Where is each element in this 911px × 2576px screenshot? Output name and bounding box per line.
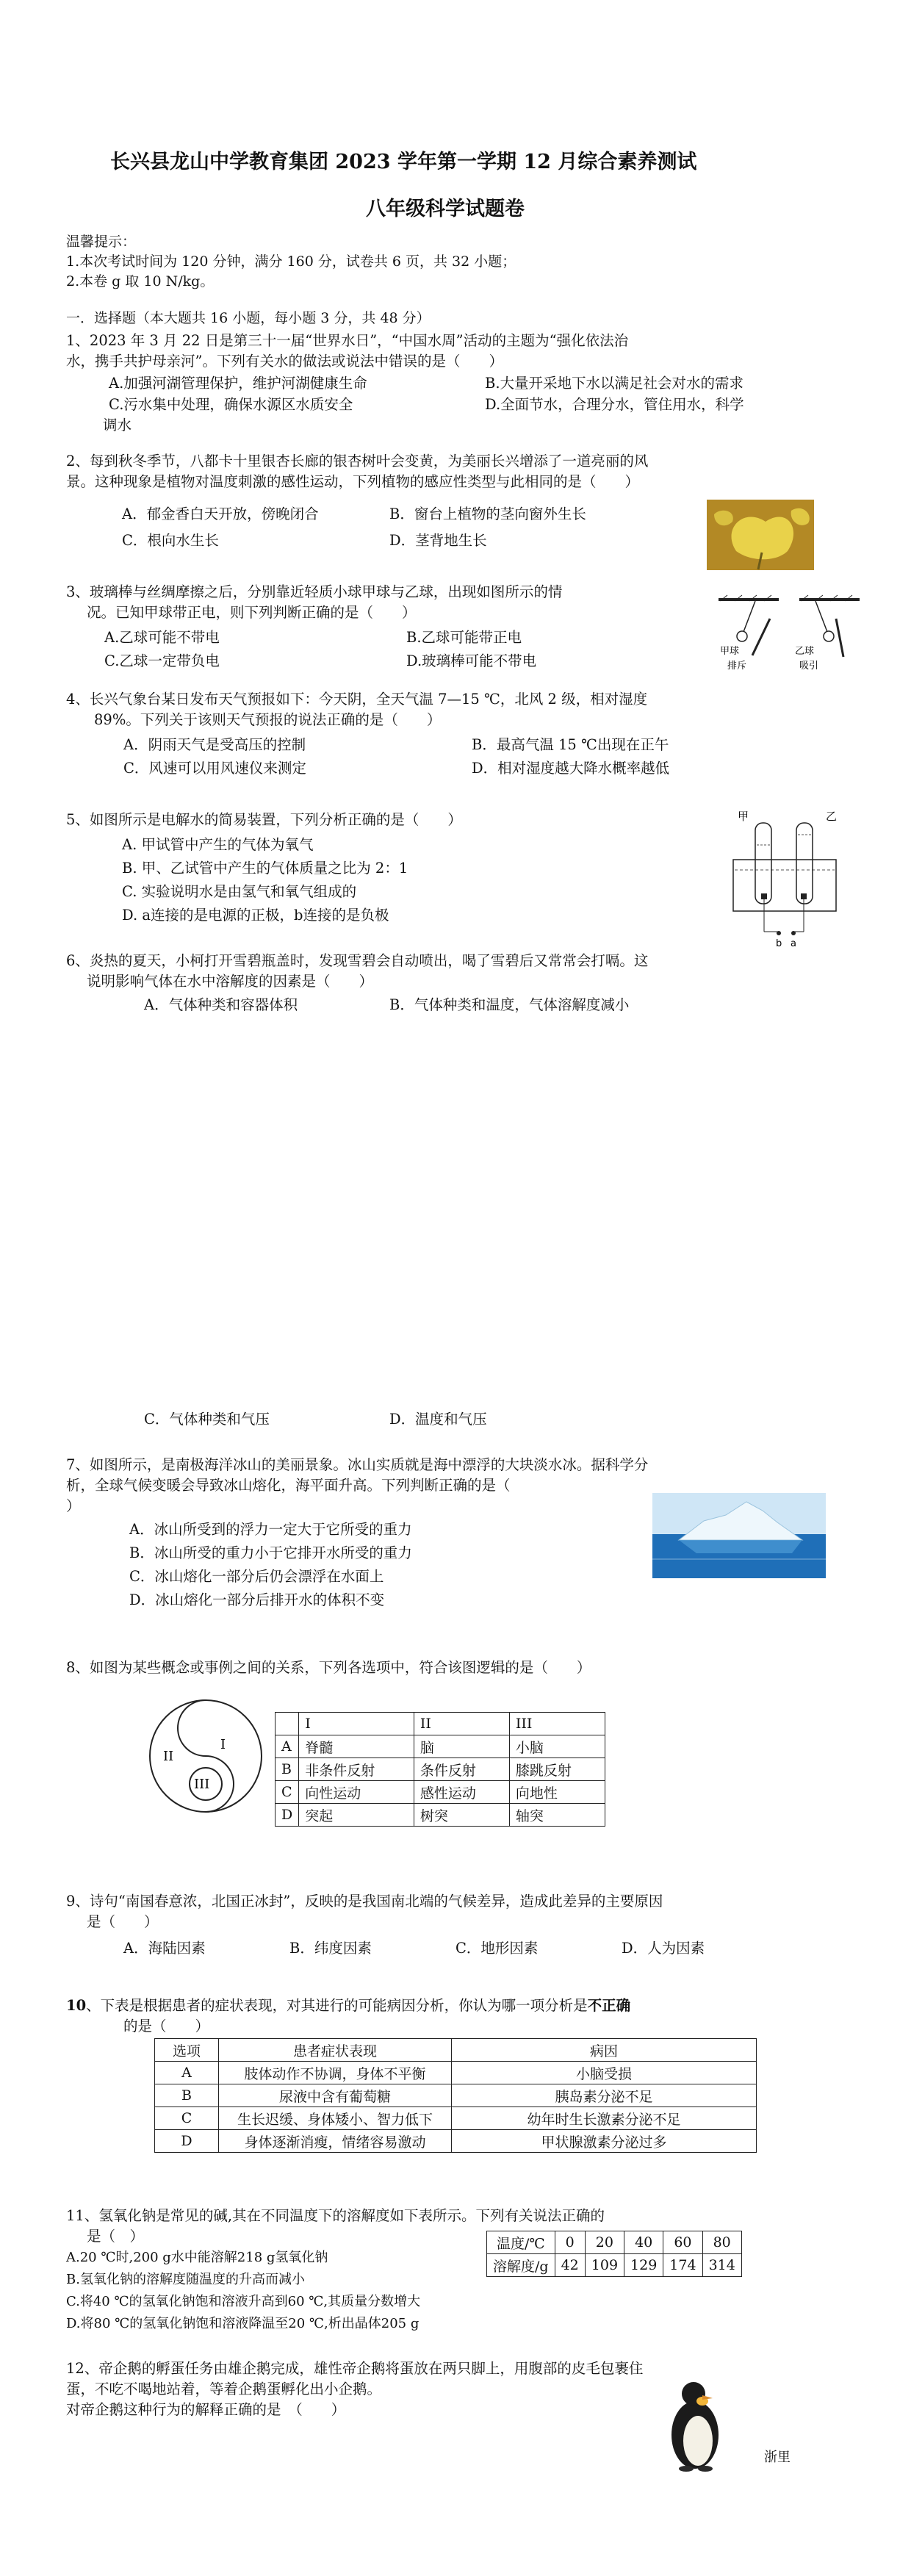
q9-option-b: B．纬度因素: [289, 1940, 372, 1957]
fig-label-yi: 乙球: [795, 646, 815, 657]
q5-stem: 5、如图所示是电解水的简易装置，下列分析正确的是（ ）: [66, 811, 462, 828]
charged-balls-figure: [713, 582, 882, 677]
q11-option-a: A.20 ℃时,200 g水中能溶解218 g氢氧化钠: [66, 2250, 328, 2265]
fig-label-a: a: [791, 938, 796, 949]
q9-stem-2: 是（ ）: [87, 1913, 159, 1930]
table-cell: 40: [624, 2231, 663, 2254]
footer-mark: 浙里: [764, 2450, 791, 2465]
ginkgo-leaf-image: [707, 500, 814, 570]
q4-option-b: B．最高气温 15 ℃出现在正午: [472, 736, 669, 753]
q8-table: [275, 1712, 605, 1827]
q4-stem-1: 4、长兴气象台某日发布天气预报如下：今天阴，全天气温 7—15 ℃，北风 2 级，相对湿度: [66, 691, 648, 708]
table-cell: 脊髓: [299, 1735, 414, 1758]
q12-stem-2: 蛋，不吃不喝地站着，等着企鹅蛋孵化出小企鹅。: [66, 2381, 382, 2397]
table-cell: 轴突: [509, 1804, 605, 1827]
table-row: [155, 2062, 757, 2084]
q10-number: 10: [66, 1997, 87, 2014]
page-title: 长兴县龙山中学教育集团 2023 学年第一学期 12 月综合素养测试: [110, 151, 697, 173]
table-cell: 非条件反射: [299, 1758, 414, 1781]
q9-option-a: A．海陆因素: [123, 1940, 206, 1957]
table-cell: 向地性: [509, 1781, 605, 1804]
table-cell: 患者症状表现: [219, 2039, 452, 2062]
q5-option-a: A. 甲试管中产生的气体为氧气: [122, 836, 314, 853]
page-subtitle: 八年级科学试题卷: [366, 198, 525, 220]
penguin-image: [660, 2378, 730, 2473]
q11-table: [486, 2231, 742, 2277]
table-cell: B: [276, 1758, 299, 1781]
table-header-row: [276, 1713, 605, 1735]
q9-stem-1: 9、诗句“南国春意浓，北国正冰封”，反映的是我国南北端的气候差异，造成此差异的主要原因: [66, 1893, 663, 1910]
q7-option-d: D．冰山熔化一部分后排开水的体积不变: [129, 1591, 385, 1608]
q10-stem-text: 、下表是根据患者的症状表现，对其进行的可能病因分析，你认为哪一项分析是: [86, 1997, 588, 2014]
iceberg-image: [652, 1493, 826, 1578]
fig-label-repel: 排斥: [727, 661, 747, 672]
table-row: [155, 2084, 757, 2107]
q1-option-b: B.大量开采地下水以满足社会对水的需求: [485, 375, 744, 392]
table-cell: 膝跳反射: [509, 1758, 605, 1781]
q6-option-b: B．气体种类和温度，气体溶解度减小: [389, 996, 630, 1013]
table-cell: C: [155, 2107, 219, 2130]
q7-stem-2: 析，全球气候变暖会导致冰山熔化，海平面升高。下列判断正确的是（: [66, 1477, 511, 1494]
table-row: [487, 2254, 742, 2277]
q2-option-c: C．根向水生长: [122, 532, 219, 549]
q8-stem: 8、如图为某些概念或事例之间的关系，下列各选项中，符合该图逻辑的是（ ）: [66, 1659, 591, 1676]
table-cell: 174: [663, 2254, 702, 2277]
q5-option-b: B. 甲、乙试管中产生的气体质量之比为 2：1: [122, 860, 408, 877]
table-cell: 条件反射: [414, 1758, 509, 1781]
fig-label-b: b: [776, 938, 782, 949]
table-cell: A: [276, 1735, 299, 1758]
q4-option-c: C．风速可以用风速仪来测定: [123, 760, 306, 777]
table-cell: 20: [585, 2231, 624, 2254]
table-cell: 0: [555, 2231, 585, 2254]
fig-label-jia: 甲: [738, 810, 749, 823]
q3-option-b: B.乙球可能带正电: [406, 629, 522, 646]
table-cell: II: [414, 1713, 509, 1735]
q1-option-c: C.污水集中处理，确保水源区水质安全: [109, 396, 353, 413]
section-heading: 一．选择题（本大题共 16 小题，每小题 3 分，共 48 分）: [66, 310, 431, 326]
q1-option-d-cont: 调水: [103, 417, 132, 433]
table-cell: 溶解度/g: [487, 2254, 555, 2277]
q3-option-a: A.乙球可能不带电: [104, 629, 220, 646]
table-cell: 胰岛素分泌不足: [452, 2084, 757, 2107]
q10-stem-emphasis: 不正确: [587, 1997, 631, 2014]
table-cell: A: [155, 2062, 219, 2084]
q5-option-d: D. a连接的是电源的正极，b连接的是负极: [122, 907, 389, 924]
q11-option-c: C.将40 ℃的氢氧化钠饱和溶液升高到60 ℃,其质量分数增大: [66, 2294, 421, 2309]
table-cell: 314: [702, 2254, 741, 2277]
q11-stem-2: 是（ ）: [87, 2228, 145, 2245]
table-cell: 选项: [155, 2039, 219, 2062]
q9-option-d: D．人为因素: [622, 1940, 705, 1957]
q7-option-c: C．冰山熔化一部分后仍会漂浮在水面上: [129, 1568, 384, 1585]
tip-2: 2.本卷 g 取 10 N/kg。: [66, 273, 215, 289]
table-cell: [276, 1713, 299, 1735]
yin-yang-diagram: [147, 1697, 264, 1815]
table-cell: 脑: [414, 1735, 509, 1758]
q3-stem-2: 况。已知甲球带正电，则下列判断正确的是（ ）: [87, 604, 417, 621]
table-row: [155, 2107, 757, 2130]
q1-stem-2: 水，携手共护母亲河”。下列有关水的做法或说法中错误的是（ ）: [66, 353, 503, 370]
table-row: [276, 1758, 605, 1781]
table-cell: 甲状腺激素分泌过多: [452, 2130, 757, 2153]
q10-stem-2: 的是（ ）: [123, 2018, 210, 2034]
q2-stem-1: 2、每到秋冬季节，八都卡十里银杏长廊的银杏树叶会变黄，为美丽长兴增添了一道亮丽的风: [66, 453, 649, 469]
table-cell: 幼年时生长激素分泌不足: [452, 2107, 757, 2130]
table-cell: 病因: [452, 2039, 757, 2062]
q10-table: [154, 2038, 757, 2153]
circle-label-ii: II: [163, 1749, 174, 1764]
tip-1: 1.本次考试时间为 120 分钟，满分 160 分，试卷共 6 页，共 32 小题；: [66, 253, 516, 270]
q2-option-d: D．茎背地生长: [389, 532, 487, 549]
fig-label-yi: 乙: [826, 810, 838, 823]
q7-option-b: B．冰山所受的重力小于它排开水所受的重力: [129, 1544, 412, 1561]
q6-option-c: C．气体种类和气压: [144, 1411, 270, 1428]
table-cell: 温度/℃: [487, 2231, 555, 2254]
table-cell: 109: [585, 2254, 624, 2277]
table-cell: 向性运动: [299, 1781, 414, 1804]
fig-label-jia: 甲球: [720, 646, 740, 657]
q11-option-d: D.将80 ℃的氢氧化钠饱和溶液降温至20 ℃,析出晶体205 g: [66, 2316, 420, 2331]
q10-stem-1: [66, 1994, 630, 2015]
q6-stem-1: 6、炎热的夏天，小柯打开雪碧瓶盖时，发现雪碧会自动喷出，喝了雪碧后又常常会打嗝。这: [66, 952, 649, 969]
q6-option-a: A．气体种类和容器体积: [144, 996, 298, 1013]
table-cell: 树突: [414, 1804, 509, 1827]
q6-option-d: D．温度和气压: [389, 1411, 487, 1428]
q1-option-a: A.加强河湖管理保护，维护河湖健康生命: [109, 375, 367, 392]
q6-stem-2: 说明影响气体在水中溶解度的因素是（ ）: [87, 973, 374, 990]
q3-option-c: C.乙球一定带负电: [104, 652, 220, 669]
q11-stem-1: 11、氢氧化钠是常见的碱,其在不同温度下的溶解度如下表所示。下列有关说法正确的: [66, 2207, 605, 2224]
table-cell: 突起: [299, 1804, 414, 1827]
q9-option-c: C．地形因素: [455, 1940, 539, 1957]
electrolysis-figure: [717, 808, 864, 948]
q7-stem-3: ）: [66, 1497, 81, 1514]
table-cell: 感性运动: [414, 1781, 509, 1804]
table-row: [487, 2231, 742, 2254]
table-cell: III: [509, 1713, 605, 1735]
table-cell: D: [276, 1804, 299, 1827]
q7-option-a: A．冰山所受到的浮力一定大于它所受的重力: [129, 1521, 412, 1538]
table-cell: 小脑: [509, 1735, 605, 1758]
tips-heading: 温馨提示：: [66, 234, 137, 250]
table-cell: 42: [555, 2254, 585, 2277]
q4-option-d: D．相对湿度越大降水概率越低: [472, 760, 670, 777]
q1-stem-1: 1、2023 年 3 月 22 日是第三十一届“世界水日”，“中国水周”活动的主题为“强化依法治: [66, 332, 629, 349]
q3-option-d: D.玻璃棒可能不带电: [406, 652, 537, 669]
table-cell: I: [299, 1713, 414, 1735]
table-cell: 生长迟缓、身体矮小、智力低下: [219, 2107, 452, 2130]
table-cell: 尿液中含有葡萄糖: [219, 2084, 452, 2107]
q3-stem-1: 3、玻璃棒与丝绸摩擦之后，分别靠近轻质小球甲球与乙球，出现如图所示的情: [66, 583, 563, 600]
q2-stem-2: 景。这种现象是植物对温度刺激的感性运动，下列植物的感应性类型与此相同的是（ ）: [66, 473, 640, 490]
table-cell: 60: [663, 2231, 702, 2254]
q11-option-b: B.氢氧化钠的溶解度随温度的升高而减小: [66, 2272, 305, 2287]
table-row: [155, 2130, 757, 2153]
q12-stem-1: 12、帝企鹅的孵蛋任务由雄企鹅完成，雄性帝企鹅将蛋放在两只脚上，用腹部的皮毛包裹住: [66, 2360, 644, 2377]
table-cell: D: [155, 2130, 219, 2153]
table-row: [276, 1781, 605, 1804]
table-cell: 小脑受损: [452, 2062, 757, 2084]
q1-option-d: D.全面节水，合理分水，管住用水，科学: [485, 396, 744, 413]
q2-option-a: A．郁金香白天开放，傍晚闭合: [122, 506, 319, 522]
q5-option-c: C. 实验说明水是由氢气和氧气组成的: [122, 883, 357, 900]
table-row: [276, 1804, 605, 1827]
q4-option-a: A．阴雨天气是受高压的控制: [123, 736, 306, 753]
table-cell: 肢体动作不协调，身体不平衡: [219, 2062, 452, 2084]
table-header-row: [155, 2039, 757, 2062]
q4-stem-2: 89%。下列关于该则天气预报的说法正确的是（ ）: [94, 711, 442, 728]
table-cell: 80: [702, 2231, 741, 2254]
table-cell: 129: [624, 2254, 663, 2277]
q12-stem-3: 对帝企鹅这种行为的解释正确的是 （ ）: [66, 2401, 346, 2418]
circle-label-iii: III: [194, 1777, 210, 1792]
q2-option-b: B．窗台上植物的茎向窗外生长: [389, 506, 586, 522]
table-cell: B: [155, 2084, 219, 2107]
circle-label-i: I: [220, 1737, 226, 1752]
q7-stem-1: 7、如图所示，是南极海洋冰山的美丽景象。冰山实质就是海中漂浮的大块淡水冰。据科学分: [66, 1456, 649, 1473]
table-cell: 身体逐渐消瘦，情绪容易激动: [219, 2130, 452, 2153]
table-row: [276, 1735, 605, 1758]
fig-label-attract: 吸引: [799, 661, 819, 672]
table-cell: C: [276, 1781, 299, 1804]
